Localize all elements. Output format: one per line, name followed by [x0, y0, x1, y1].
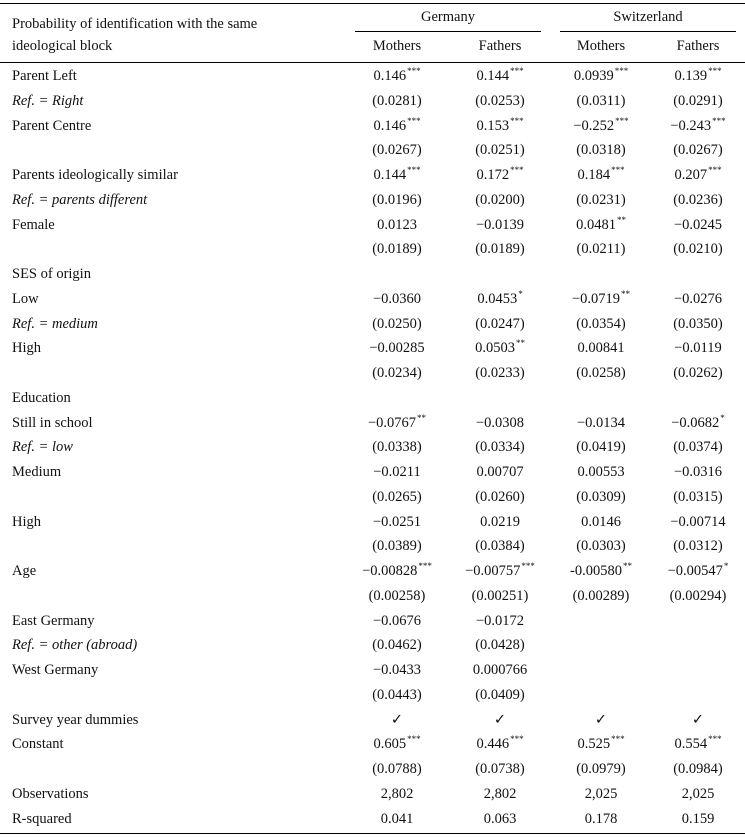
top-rule	[0, 3, 745, 4]
cell-value: −0.00547	[667, 563, 723, 579]
cell-value: −0.0719	[571, 290, 621, 307]
table-cell	[465, 562, 535, 580]
cell-value: 0.00707	[476, 464, 524, 480]
table-cell	[573, 587, 630, 605]
table-cell	[577, 463, 624, 481]
table-cell	[585, 785, 618, 803]
table-cell	[673, 92, 723, 110]
column-header-switzerland-fathers: Fathers	[676, 38, 720, 54]
table-cell	[576, 488, 626, 506]
cell-value: 0.207	[674, 167, 708, 183]
cell-value: (0.0262)	[673, 365, 723, 381]
germany-group-rule	[355, 31, 541, 32]
table-cell	[369, 587, 426, 605]
table-cell	[673, 240, 723, 258]
cell-value: (0.0189)	[372, 241, 422, 258]
significance-stars: ***	[407, 734, 421, 745]
cell-value: −0.0767	[367, 414, 417, 431]
table-cell	[372, 438, 422, 456]
significance-stars: **	[417, 412, 427, 423]
cell-value: 0.525	[577, 736, 611, 753]
cell-value: (0.0303)	[576, 538, 626, 555]
cell-value: (0.0428)	[475, 637, 525, 654]
table-cell	[477, 290, 522, 308]
cell-value: 0.184	[577, 167, 611, 183]
cell-value: −0.0682	[671, 414, 720, 431]
cell-value: ✓	[390, 711, 404, 728]
cell-value: −0.0308	[475, 414, 525, 431]
table-cell	[369, 339, 424, 357]
cell-value: 0.605	[373, 736, 407, 753]
cell-value: (0.0350)	[673, 315, 723, 332]
cell-value: (0.0309)	[576, 488, 626, 505]
cell-value: (0.0291)	[673, 92, 723, 109]
table-cell	[475, 240, 525, 258]
table-cell	[574, 67, 628, 85]
cell-value: (0.0233)	[475, 365, 525, 381]
table-cell	[674, 339, 722, 357]
table-title-line-1: Probability of identification with the same	[12, 16, 258, 32]
row-label: Ref. = Right	[12, 92, 84, 109]
significance-stars: **	[616, 214, 626, 225]
cell-value: −0.0360	[372, 290, 422, 307]
cell-value: 0.0939	[573, 68, 614, 84]
table-cell	[674, 216, 722, 234]
table-cell	[476, 67, 523, 85]
cell-value: (0.0210)	[673, 241, 723, 258]
cell-value: 0.0503	[475, 340, 515, 357]
cell-value: (0.0318)	[576, 142, 626, 159]
row-label: Parents ideologically similar	[12, 167, 178, 183]
cell-value: (0.0354)	[576, 315, 626, 332]
cell-value: (0.0211)	[576, 241, 626, 258]
table-cell	[674, 735, 721, 753]
cell-value: −0.0276	[673, 290, 723, 307]
table-cell	[381, 810, 414, 828]
cell-value: −0.252	[573, 117, 615, 134]
table-cell	[373, 661, 421, 679]
row-label: Ref. = parents different	[12, 191, 148, 208]
cell-value: (0.0984)	[673, 761, 723, 777]
cell-value: (0.0189)	[475, 241, 525, 258]
table-cell	[373, 67, 420, 85]
table-cell	[372, 315, 422, 333]
row-label: Female	[12, 216, 55, 233]
row-label: East Germany	[12, 612, 95, 629]
table-cell	[476, 463, 523, 481]
cell-value: (0.0443)	[372, 686, 422, 703]
significance-stars: ***	[611, 165, 625, 176]
significance-stars: **	[515, 338, 525, 349]
cell-value: 0.139	[674, 68, 708, 84]
row-label: Ref. = low	[12, 439, 73, 456]
significance-stars: ***	[712, 115, 726, 126]
table-cell	[576, 364, 626, 382]
cell-value: −0.0119	[674, 340, 722, 357]
row-label: Constant	[12, 736, 64, 753]
table-cell	[484, 810, 517, 828]
table-cell	[475, 339, 525, 357]
table-cell	[475, 537, 525, 555]
cell-value: ✓	[691, 711, 705, 728]
row-label: High	[12, 340, 41, 357]
table-cell	[475, 92, 525, 110]
table-cell	[673, 315, 723, 333]
table-cell	[673, 760, 723, 778]
table-cell	[673, 537, 723, 555]
table-cell	[577, 240, 626, 258]
row-label: Ref. = medium	[12, 315, 98, 332]
cell-value: (0.0738)	[475, 761, 525, 777]
significance-stars: ***	[510, 66, 524, 77]
table-cell	[595, 711, 607, 729]
cell-value: (0.0409)	[475, 686, 525, 703]
cell-value: (0.0311)	[576, 92, 626, 109]
significance-stars: ***	[510, 115, 524, 126]
table-cell	[585, 810, 618, 828]
cell-value: (0.0312)	[673, 538, 723, 555]
significance-stars: ***	[615, 115, 629, 126]
table-cell	[373, 735, 420, 753]
table-cell	[381, 785, 414, 803]
table-cell	[581, 513, 621, 531]
row-label: West Germany	[12, 662, 99, 678]
table-cell	[475, 686, 525, 704]
cell-value: 2,025	[681, 785, 715, 802]
cell-value: (0.0267)	[372, 142, 422, 159]
column-header-switzerland-mothers: Mothers	[576, 38, 626, 54]
cell-value: (0.00289)	[572, 587, 630, 604]
table-cell	[373, 463, 421, 481]
table-cell	[577, 735, 624, 753]
table-cell	[372, 760, 422, 778]
table-cell	[682, 810, 715, 828]
cell-value: 0.063	[483, 810, 517, 827]
cell-value: (0.0234)	[372, 365, 422, 381]
table-cell	[673, 141, 723, 159]
table-cell	[475, 315, 525, 333]
table-cell	[668, 562, 729, 580]
table-cell	[475, 191, 525, 209]
significance-stars: ***	[521, 561, 535, 572]
cell-value: −0.0172	[475, 612, 525, 629]
table-cell	[368, 414, 426, 432]
table-cell	[577, 414, 625, 432]
column-header-germany-fathers: Fathers	[478, 38, 522, 54]
cell-value: ✓	[493, 711, 507, 728]
cell-value: −0.0676	[372, 612, 422, 629]
significance-stars: **	[621, 288, 631, 299]
table-cell	[576, 141, 626, 159]
row-label: Medium	[12, 464, 62, 480]
table-cell	[475, 760, 525, 778]
cell-value: 0.146	[373, 117, 407, 134]
table-cell	[373, 290, 421, 308]
significance-stars: ***	[510, 734, 524, 745]
cell-value: (0.0384)	[475, 538, 525, 555]
table-cell	[476, 414, 524, 432]
cell-value: (0.00258)	[368, 587, 426, 604]
cell-value: 2,802	[380, 785, 414, 802]
table-cell	[475, 364, 525, 382]
group-header-germany: Germany	[421, 9, 475, 25]
cell-value: −0.0316	[673, 464, 723, 480]
cell-value: (0.0265)	[372, 488, 422, 505]
cell-value: (0.0281)	[372, 92, 422, 109]
significance-stars: ***	[708, 165, 722, 176]
cell-value: (0.00251)	[471, 587, 529, 604]
table-title-line-2: ideological block	[12, 38, 113, 54]
cell-value: (0.0236)	[673, 191, 723, 208]
significance-stars: **	[622, 561, 632, 572]
cell-value: 0.144	[373, 167, 407, 183]
cell-value: (0.00294)	[669, 587, 727, 604]
significance-stars: ***	[708, 66, 722, 77]
cell-value: (0.0251)	[475, 142, 525, 159]
cell-value: 0.00841	[577, 340, 625, 357]
row-label: Survey year dummies	[12, 711, 139, 728]
cell-value: 0.144	[476, 68, 510, 84]
table-cell	[372, 537, 422, 555]
table-cell	[476, 216, 524, 234]
cell-value: (0.0267)	[673, 142, 723, 159]
table-cell	[674, 290, 722, 308]
cell-value: −0.00285	[369, 340, 425, 357]
row-label: Parent Left	[12, 68, 77, 84]
table-cell	[373, 513, 421, 531]
table-cell	[372, 240, 422, 258]
cell-value: (0.0338)	[372, 439, 422, 456]
cell-value: −0.0251	[372, 513, 422, 530]
cell-value: 0.00553	[577, 464, 625, 480]
cell-value: 0.446	[476, 736, 510, 753]
cell-value: 0.178	[584, 810, 618, 827]
table-cell	[372, 141, 422, 159]
bottom-rule	[0, 833, 745, 834]
cell-value: (0.0258)	[576, 365, 626, 381]
table-cell	[673, 364, 723, 382]
cell-value: −0.0211	[373, 464, 421, 480]
table-cell	[372, 686, 422, 704]
cell-value: 0.554	[674, 736, 708, 753]
table-cell	[484, 785, 517, 803]
cell-value: −0.00757	[465, 563, 521, 579]
cell-value: 0.146	[373, 68, 407, 84]
table-cell	[391, 711, 403, 729]
table-cell	[576, 191, 626, 209]
table-cell	[673, 488, 723, 506]
cell-value: ✓	[594, 711, 608, 728]
row-label: Still in school	[12, 414, 93, 431]
table-cell	[674, 67, 721, 85]
cell-value: 0.0146	[581, 513, 621, 530]
cell-value: −0.0433	[372, 662, 422, 678]
table-cell	[476, 735, 523, 753]
table-cell	[673, 191, 723, 209]
cell-value: 2,025	[584, 785, 618, 802]
significance-stars: ***	[407, 165, 421, 176]
cell-value: (0.0196)	[372, 191, 422, 208]
cell-value: (0.0788)	[372, 761, 422, 777]
table-cell	[372, 364, 422, 382]
table-cell	[480, 513, 520, 531]
cell-value: (0.0200)	[475, 191, 525, 208]
table-cell	[673, 438, 723, 456]
cell-value: (0.0419)	[576, 439, 626, 456]
cell-value: 0.172	[476, 167, 510, 183]
cell-value: 0.041	[380, 810, 414, 827]
table-cell	[494, 711, 506, 729]
cell-value: 0.153	[476, 117, 510, 134]
cell-value: 0.0123	[377, 216, 417, 233]
table-cell	[671, 414, 725, 432]
table-cell	[475, 438, 525, 456]
cell-value: (0.0231)	[576, 191, 626, 208]
table-cell	[372, 488, 422, 506]
table-cell	[576, 216, 626, 234]
cell-value: (0.0462)	[372, 637, 422, 654]
table-cell	[682, 785, 715, 803]
table-cell	[573, 117, 628, 135]
table-cell	[473, 661, 527, 679]
row-label: Observations	[12, 785, 89, 802]
table-cell	[674, 463, 722, 481]
table-cell	[570, 562, 632, 580]
table-cell	[476, 612, 524, 630]
cell-value: −0.00714	[670, 513, 726, 530]
significance-stars: ***	[510, 165, 524, 176]
cell-value: 0.159	[681, 810, 715, 827]
significance-stars: *	[723, 561, 729, 572]
cell-value: −0.0245	[673, 216, 723, 233]
cell-value: 0.0481	[576, 216, 616, 233]
table-cell	[576, 315, 626, 333]
cell-value: −0.243	[670, 117, 712, 134]
row-label: Education	[12, 389, 71, 406]
significance-stars: *	[518, 288, 523, 299]
cell-value: (0.0250)	[372, 315, 422, 332]
table-cell	[373, 166, 420, 184]
cell-value: (0.0389)	[372, 538, 422, 555]
table-cell	[372, 191, 422, 209]
table-cell	[577, 166, 624, 184]
table-cell	[577, 339, 624, 357]
cell-value: 0.0453	[477, 290, 518, 307]
significance-stars: ***	[708, 734, 722, 745]
significance-stars: ***	[418, 561, 432, 572]
significance-stars: *	[720, 412, 725, 423]
table-cell	[692, 711, 704, 729]
table-cell	[576, 760, 626, 778]
header-rule	[0, 62, 745, 63]
switzerland-group-rule	[560, 31, 736, 32]
row-label: Low	[12, 290, 39, 307]
cell-value: (0.0979)	[576, 761, 626, 777]
table-cell	[572, 290, 630, 308]
cell-value: −0.0134	[576, 414, 626, 431]
cell-value: (0.0315)	[673, 488, 723, 505]
cell-value: (0.0253)	[475, 92, 525, 109]
cell-value: -0.00580	[570, 563, 622, 579]
table-cell	[476, 166, 523, 184]
row-label: High	[12, 513, 41, 530]
table-cell	[670, 513, 725, 531]
table-cell	[377, 216, 417, 234]
row-label: Age	[12, 563, 37, 579]
cell-value: (0.0334)	[475, 439, 525, 456]
significance-stars: ***	[407, 66, 421, 77]
significance-stars: ***	[611, 734, 625, 745]
row-label: SES of origin	[12, 266, 91, 282]
table-cell	[475, 488, 525, 506]
cell-value: (0.0374)	[673, 439, 723, 456]
table-cell	[674, 166, 721, 184]
row-label: R-squared	[12, 810, 72, 827]
cell-value: −0.00828	[362, 563, 418, 579]
column-header-germany-mothers: Mothers	[372, 38, 422, 54]
table-cell	[475, 141, 525, 159]
table-cell	[577, 92, 626, 110]
group-header-switzerland: Switzerland	[613, 9, 683, 25]
significance-stars: ***	[407, 115, 421, 126]
cell-value: 0.000766	[472, 662, 528, 678]
table-cell	[372, 92, 422, 110]
table-cell	[472, 587, 529, 605]
table-cell	[576, 537, 626, 555]
row-label: Ref. = other (abroad)	[12, 637, 138, 654]
table-cell	[373, 612, 421, 630]
table-cell	[373, 117, 420, 135]
table-cell	[372, 636, 422, 654]
cell-value: −0.0139	[475, 216, 525, 233]
cell-value: (0.0260)	[475, 488, 525, 505]
table-cell	[362, 562, 432, 580]
table-cell	[476, 117, 523, 135]
row-label: Parent Centre	[12, 117, 92, 134]
cell-value: 0.0219	[480, 513, 520, 530]
table-cell	[576, 438, 626, 456]
cell-value: 2,802	[483, 785, 517, 802]
significance-stars: ***	[614, 66, 629, 77]
table-cell	[670, 117, 725, 135]
cell-value: (0.0247)	[475, 315, 525, 332]
table-cell	[475, 636, 525, 654]
table-cell	[670, 587, 727, 605]
